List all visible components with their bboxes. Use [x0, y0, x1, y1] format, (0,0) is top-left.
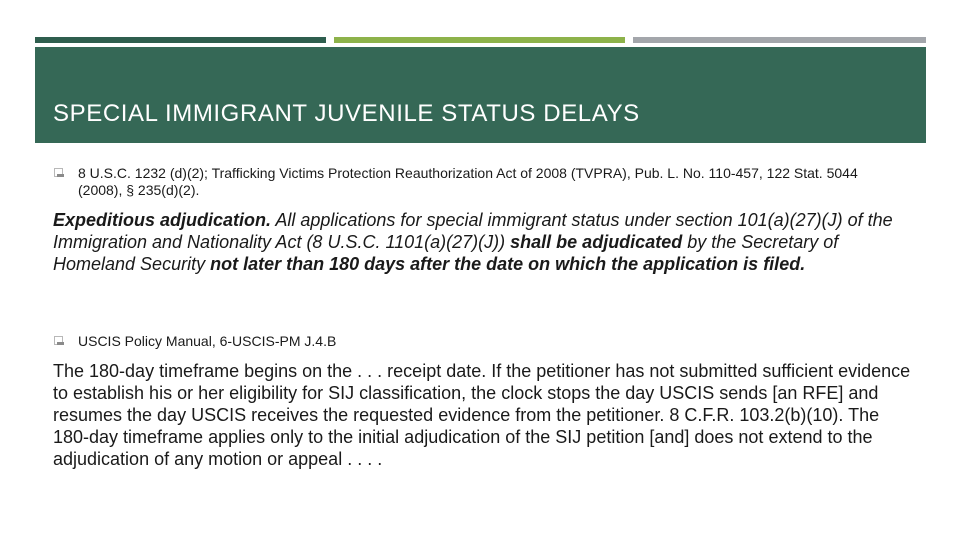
accent-bar-light-green	[334, 37, 625, 43]
policy-quote: The 180-day timeframe begins on the . . . receipt date. If the petitioner has not submitted sufficient evidence to establish his or her eligibility for SIJ classification, the clock stops the day USCIS sends [an RFE] and resumes the day USCIS receives the requested evidence from the petitioner. 8 C.F.R. 103.2(b)(10). The 180-day timeframe applies only to the initial adjudication of the SIJ petition [and] does not extend to the adjudication of any motion or appeal . . . .	[53, 361, 911, 469]
title-banner	[35, 47, 926, 143]
accent-bar-dark-green	[35, 37, 326, 43]
quote-emphasis-2: not later than 180 days after the date on which the application is filed.	[210, 254, 806, 274]
checkbox-bullet-icon	[54, 336, 63, 345]
quote-lead: Expeditious adjudication.	[53, 210, 272, 230]
quote-text-1: All applications for special immigrant status under section 101(a)(27)(J) of the Immigration and Nationality Act (8 U.S.C. 1101(a)(27)(J))	[53, 210, 893, 252]
citation-bullet-statute	[54, 165, 904, 201]
slide-title: SPECIAL IMMIGRANT JUVENILE STATUS DELAYS	[53, 100, 640, 127]
accent-bar-gray	[633, 37, 926, 43]
quote-text-2: by the Secretary of Homeland Security	[53, 232, 839, 274]
citation-text: 8 U.S.C. 1232 (d)(2); Trafficking Victims Protection Reauthorization Act of 2008 (TVPRA), Pub. L. No. 110-457, 122 Stat. 5044 (2008), § 235(d)(2).	[78, 165, 858, 198]
citation-text: USCIS Policy Manual, 6-USCIS-PM J.4.B	[78, 333, 337, 349]
statute-quote	[53, 209, 913, 275]
quote-emphasis-1: shall be adjudicated	[510, 232, 683, 252]
checkbox-bullet-icon	[54, 168, 63, 177]
citation-bullet-policy-manual	[54, 333, 554, 351]
